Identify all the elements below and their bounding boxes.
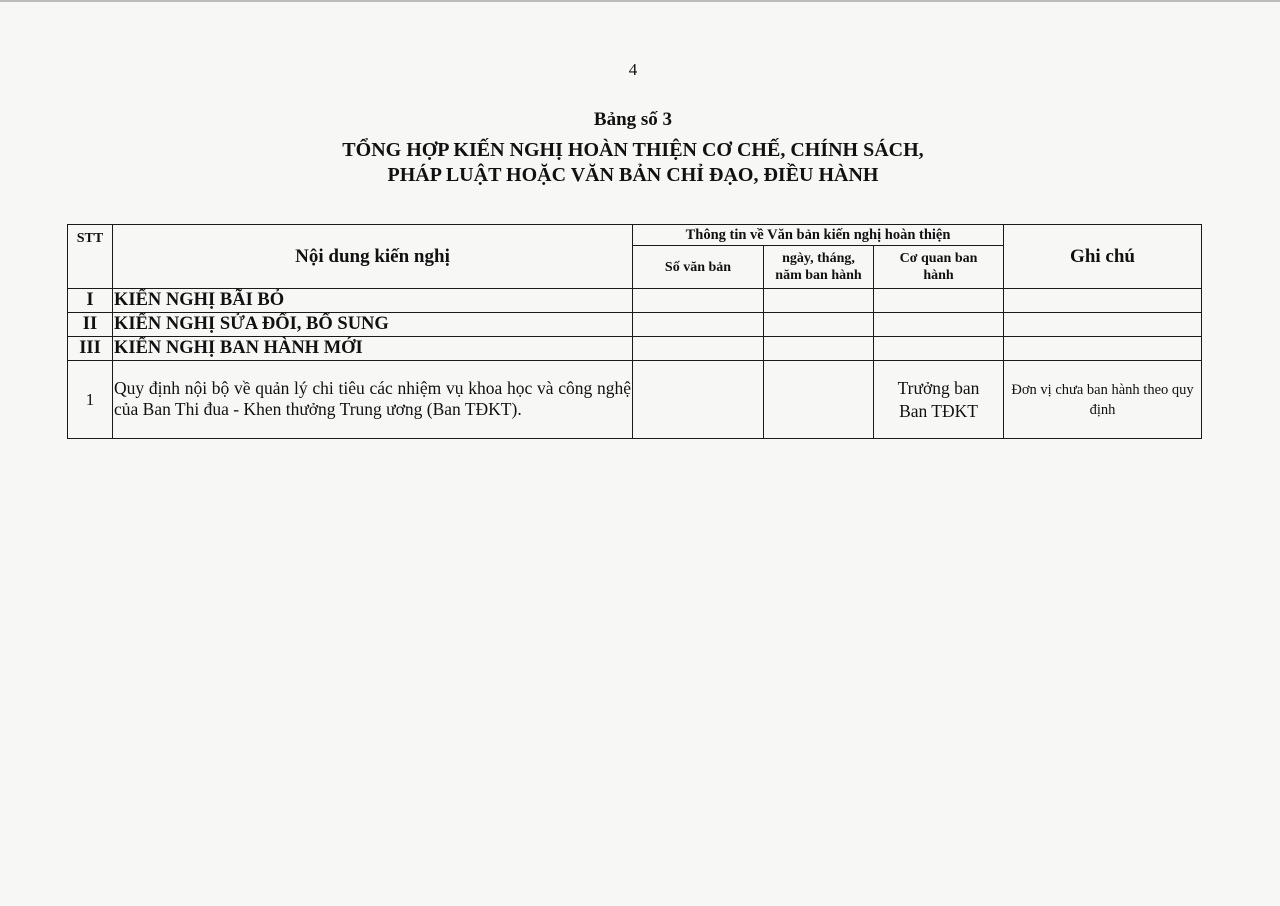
item-issuer-line-1: Trưởng ban (897, 377, 980, 398)
empty-cell (1004, 289, 1202, 313)
header-issue-date-line-1: ngày, tháng, (782, 251, 855, 266)
empty-cell (633, 337, 764, 361)
section-title: KIẾN NGHỊ SỬA ĐỔI, BỔ SUNG (113, 313, 633, 337)
empty-cell (874, 289, 1004, 313)
recommendations-table (67, 224, 1202, 439)
header-issuing-agency (874, 246, 1004, 289)
item-doc-number (633, 361, 764, 439)
table-label: Bảng số 3 (593, 109, 673, 130)
table-row (68, 361, 1202, 439)
empty-cell (874, 337, 1004, 361)
section-number: III (68, 337, 113, 361)
empty-cell (633, 313, 764, 337)
section-number: I (68, 289, 113, 313)
empty-cell (874, 313, 1004, 337)
header-content: Nội dung kiến nghị (113, 225, 633, 289)
empty-cell (633, 289, 764, 313)
empty-cell (1004, 337, 1202, 361)
section-number: II (68, 313, 113, 337)
item-issuer-line-2: Ban TĐKT (899, 400, 978, 421)
scan-top-edge (0, 0, 1280, 2)
empty-cell (764, 337, 874, 361)
section-title: KIẾN NGHỊ BÃI BỎ (113, 289, 633, 313)
item-content: Quy định nội bộ về quản lý chi tiêu các nhiệm vụ khoa học và công nghệ của Ban Thi đua - Khen thưởng Trung ương (Ban TĐKT). (113, 361, 633, 439)
header-issuing-agency-line-2: hành (923, 268, 954, 283)
section-row-new (68, 337, 1202, 361)
page-number: 4 (628, 60, 638, 79)
header-row-1 (68, 225, 1202, 246)
section-row-amend (68, 313, 1202, 337)
title-line-2: PHÁP LUẬT HOẶC VĂN BẢN CHỈ ĐẠO, ĐIỀU HÀNH (387, 164, 879, 186)
item-issuing-agency (874, 361, 1004, 439)
item-note: Đơn vị chưa ban hành theo quy định (1004, 361, 1202, 439)
document-title (0, 138, 1266, 188)
item-issue-date (764, 361, 874, 439)
header-doc-number: Số văn bản (633, 246, 764, 289)
empty-cell (764, 289, 874, 313)
header-issue-date (764, 246, 874, 289)
header-issue-date-line-2: năm ban hành (775, 268, 862, 283)
empty-cell (764, 313, 874, 337)
section-row-abolish (68, 289, 1202, 313)
header-stt: STT (68, 225, 113, 289)
section-title: KIẾN NGHỊ BAN HÀNH MỚI (113, 337, 633, 361)
empty-cell (1004, 313, 1202, 337)
header-document-info: Thông tin về Văn bản kiến nghị hoàn thiện (633, 225, 1004, 246)
title-line-1: TỔNG HỢP KIẾN NGHỊ HOÀN THIỆN CƠ CHẾ, CHÍNH SÁCH, (342, 139, 924, 161)
header-note: Ghi chú (1004, 225, 1202, 289)
header-issuing-agency-line-1: Cơ quan ban (899, 251, 978, 266)
item-number: 1 (68, 361, 113, 439)
